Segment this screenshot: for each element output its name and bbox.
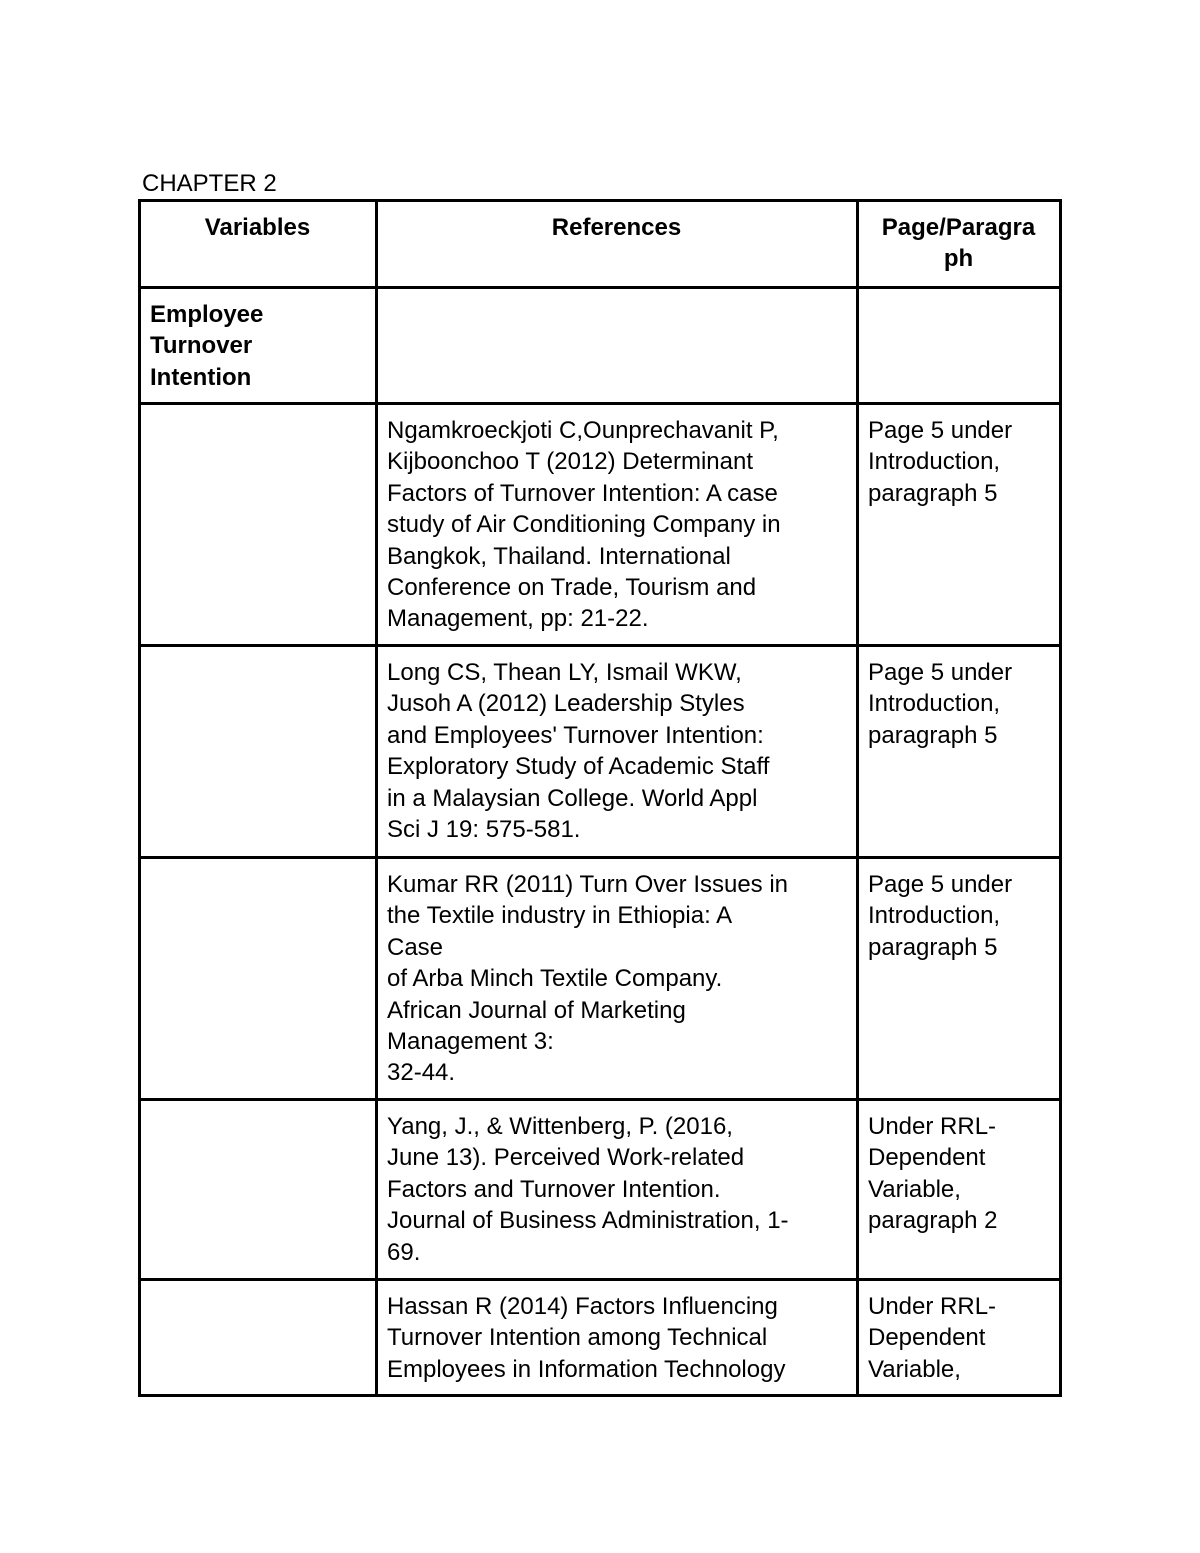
- table-row: [140, 858, 1061, 1100]
- empty-cell: [140, 858, 377, 1100]
- empty-cell: [140, 1280, 377, 1396]
- page-cell: Page 5 under Introduction, paragraph 5: [858, 646, 1061, 858]
- chapter-title: CHAPTER 2: [142, 170, 277, 197]
- reference-cell: Long CS, Thean LY, Ismail WKW, Jusoh A (2012) Leadership Styles and Employees' Turnover Intention: Exploratory Study of Academic Staff in a Malaysian College. World Appl Sci J 19: 575-581.: [377, 646, 858, 858]
- header-page-paragraph: Page/Paragra ph: [858, 201, 1061, 288]
- header-variables: Variables: [140, 201, 377, 288]
- empty-cell: [140, 404, 377, 646]
- page-cell: Under RRL- Dependent Variable,: [858, 1280, 1061, 1396]
- empty-cell: [140, 1100, 377, 1280]
- table-row: [140, 404, 1061, 646]
- reference-cell: Kumar RR (2011) Turn Over Issues in the Textile industry in Ethiopia: A Case of Arba Minch Textile Company. African Journal of Marketing Management 3: 32-44.: [377, 858, 858, 1100]
- table-row: [140, 646, 1061, 858]
- header-references: References: [377, 201, 858, 288]
- page-cell: Page 5 under Introduction, paragraph 5: [858, 404, 1061, 646]
- page-cell: Under RRL- Dependent Variable, paragraph 2: [858, 1100, 1061, 1280]
- empty-cell: [140, 646, 377, 858]
- page-cell: Page 5 under Introduction, paragraph 5: [858, 858, 1061, 1100]
- table-row: [140, 1280, 1061, 1396]
- table-header-row: [140, 201, 1061, 288]
- empty-cell: [858, 288, 1061, 404]
- empty-cell: [377, 288, 858, 404]
- reference-cell: Ngamkroeckjoti C,Ounprechavanit P, Kijboonchoo T (2012) Determinant Factors of Turnover Intention: A case study of Air Conditioning Company in Bangkok, Thailand. International Conference on Trade, Tourism and Management, pp: 21-22.: [377, 404, 858, 646]
- reference-cell: Hassan R (2014) Factors Influencing Turnover Intention among Technical Employees in Information Technology: [377, 1280, 858, 1396]
- reference-cell: Yang, J., & Wittenberg, P. (2016, June 13). Perceived Work-related Factors and Turnover Intention. Journal of Business Administration, 1- 69.: [377, 1100, 858, 1280]
- table-row: [140, 1100, 1061, 1280]
- references-table: [138, 199, 1062, 1397]
- variable-name: Employee Turnover Intention: [140, 288, 377, 404]
- variable-row: [140, 288, 1061, 404]
